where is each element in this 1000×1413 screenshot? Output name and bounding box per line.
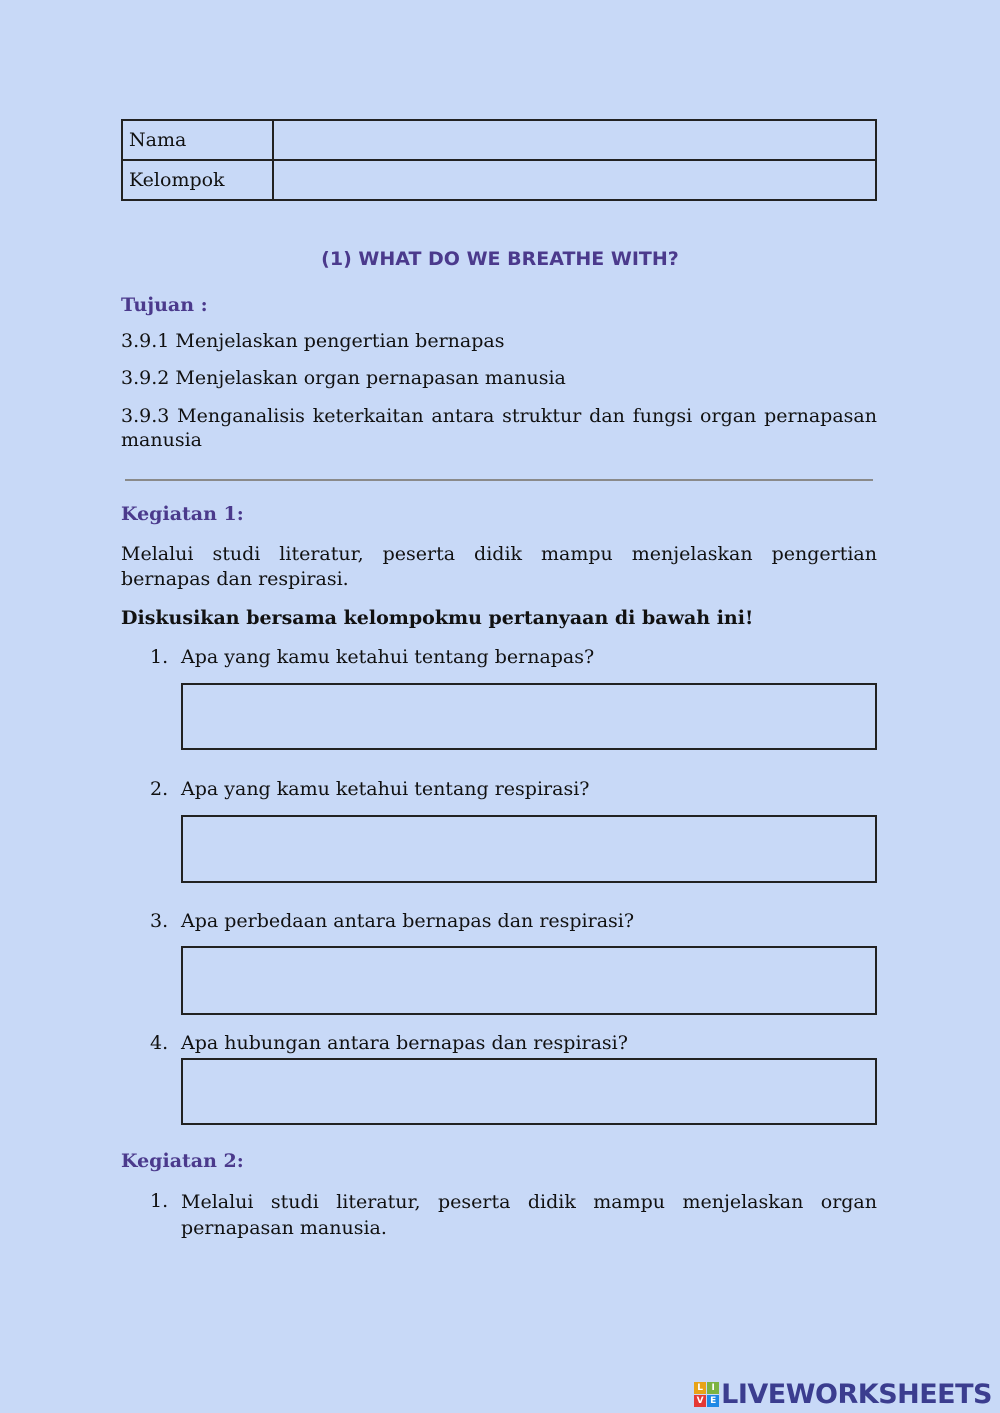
kelompok-label: Kelompok [122, 160, 273, 200]
kegiatan2-item-1-number: 1. [150, 1190, 169, 1212]
identity-table [121, 119, 877, 201]
question-1-number: 1. [150, 646, 169, 668]
nama-cell [273, 120, 876, 160]
kegiatan1-instruction: Diskusikan bersama kelompokmu pertanyaan di bawah ini! [121, 607, 754, 629]
kegiatan1-description: Melalui studi literatur, peserta didik mampu menjelaskan pengertian bernapas dan respirasi. [121, 543, 877, 590]
nama-input[interactable] [274, 121, 875, 159]
question-1-text: Apa yang kamu ketahui tentang bernapas? [181, 646, 595, 668]
logo-mark-letter: V [694, 1395, 706, 1407]
kegiatan2-heading: Kegiatan 2: [121, 1150, 244, 1172]
kelompok-cell [273, 160, 876, 200]
answer-box-4[interactable] [181, 1058, 877, 1125]
question-3-number: 3. [150, 910, 169, 932]
kelompok-input[interactable] [274, 161, 875, 199]
identity-row-nama [122, 120, 876, 160]
tujuan-item-3: 3.9.3 Menganalisis keterkaitan antara struktur dan fungsi organ pernapasan manusia [121, 405, 877, 451]
question-2-number: 2. [150, 778, 169, 800]
tujuan-heading: Tujuan : [121, 294, 208, 316]
liveworksheets-logo[interactable] [694, 1377, 992, 1411]
answer-box-2[interactable] [181, 815, 877, 883]
logo-text: LIVEWORKSHEETS [721, 1378, 992, 1410]
liveworksheets-logo-icon [694, 1382, 719, 1407]
identity-row-kelompok [122, 160, 876, 200]
logo-mark-letter: E [707, 1395, 719, 1407]
section-divider [125, 479, 873, 481]
kegiatan2-item-1-text: Melalui studi literatur, peserta didik mampu menjelaskan organ pernapasan manusia. [181, 1191, 877, 1239]
question-2-text: Apa yang kamu ketahui tentang respirasi? [181, 778, 590, 800]
tujuan-item-1: 3.9.1 Menjelaskan pengertian bernapas [121, 330, 505, 352]
nama-label: Nama [122, 120, 273, 160]
logo-mark-letter: I [707, 1382, 719, 1394]
tujuan-item-2: 3.9.2 Menjelaskan organ pernapasan manusia [121, 367, 566, 389]
answer-box-1[interactable] [181, 683, 877, 750]
question-3-text: Apa perbedaan antara bernapas dan respirasi? [181, 910, 635, 932]
question-4-number: 4. [150, 1032, 169, 1054]
question-4-text: Apa hubungan antara bernapas dan respirasi? [181, 1032, 628, 1054]
answer-box-3[interactable] [181, 946, 877, 1015]
kegiatan1-heading: Kegiatan 1: [121, 503, 244, 525]
worksheet-title: (1) WHAT DO WE BREATHE WITH? [321, 248, 679, 270]
logo-mark-letter: L [694, 1382, 706, 1394]
